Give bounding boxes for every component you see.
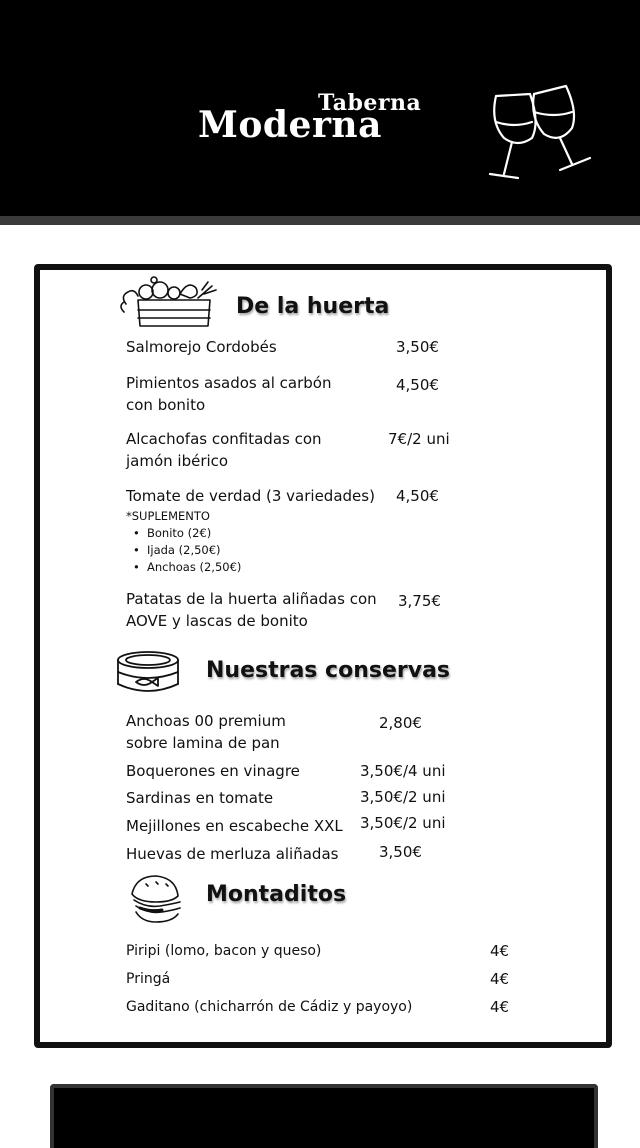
menu-item-pringa: Pringá	[126, 971, 171, 987]
brand-line-moderna: Moderna	[198, 104, 382, 146]
menu-item-salmorejo: Salmorejo Cordobés	[126, 338, 277, 356]
price-patatas: 3,75€	[398, 592, 441, 610]
wine-glasses-icon	[474, 82, 598, 186]
menu-item-patatas-line1: Patatas de la huerta aliñadas con	[126, 590, 377, 608]
price-sardinas: 3,50€/2 uni	[360, 788, 446, 806]
menu-item-piripi: Piripi (lomo, bacon y queso)	[126, 943, 322, 959]
menu-item-alcachofas-line2: jamón ibérico	[126, 452, 229, 470]
menu-item-patatas-line2: AOVE y lascas de bonito	[126, 612, 308, 630]
menu-item-pimientos-line1: Pimientos asados al carbón	[126, 374, 332, 392]
menu-item-boquerones: Boquerones en vinagre	[126, 762, 300, 780]
vegetable-crate-icon	[116, 274, 220, 328]
menu-item-anchoas-line2: sobre lamina de pan	[126, 734, 280, 752]
section-title-montaditos: Montaditos	[206, 882, 347, 907]
price-pimientos: 4,50€	[396, 376, 439, 394]
sandwich-icon	[126, 872, 184, 926]
supplement-label: *SUPLEMENTO	[126, 509, 210, 523]
menu-item-mejillones: Mejillones en escabeche XXL	[126, 817, 343, 835]
header-divider	[0, 216, 640, 225]
price-alcachofas: 7€/2 uni	[388, 430, 450, 448]
supplement-option-bonito: • Bonito (2€)	[147, 525, 211, 542]
brand-line-taberna: Taberna	[318, 90, 422, 116]
menu-item-tomate: Tomate de verdad (3 variedades)	[126, 487, 375, 505]
price-gaditano: 4€	[490, 998, 510, 1016]
price-mejillones: 3,50€/2 uni	[360, 814, 446, 832]
price-anchoas: 2,80€	[379, 714, 422, 732]
menu-item-huevas: Huevas de merluza aliñadas	[126, 845, 339, 863]
footer-bar	[50, 1084, 598, 1148]
supplement-option-anchoas: • Anchoas (2,50€)	[147, 559, 241, 576]
price-huevas: 3,50€	[379, 843, 422, 861]
menu-item-sardinas: Sardinas en tomate	[126, 789, 274, 807]
price-piripi: 4€	[490, 942, 510, 960]
fish-can-icon	[114, 648, 182, 696]
menu-item-gaditano: Gaditano (chicharrón de Cádiz y payoyo)	[126, 999, 413, 1015]
price-tomate: 4,50€	[396, 487, 439, 505]
section-title-huerta: De la huerta	[236, 294, 390, 319]
menu-item-alcachofas-line1: Alcachofas confitadas con	[126, 430, 322, 448]
menu-item-anchoas-line1: Anchoas 00 premium	[126, 712, 286, 730]
menu-item-pimientos-line2: con bonito	[126, 396, 206, 414]
section-title-conservas: Nuestras conservas	[206, 658, 451, 683]
brand-logo	[0, 0, 640, 216]
price-boquerones: 3,50€/4 uni	[360, 762, 446, 780]
price-salmorejo: 3,50€	[396, 338, 439, 356]
price-pringa: 4€	[490, 970, 510, 988]
supplement-option-ijada: • Ijada (2,50€)	[147, 542, 221, 559]
